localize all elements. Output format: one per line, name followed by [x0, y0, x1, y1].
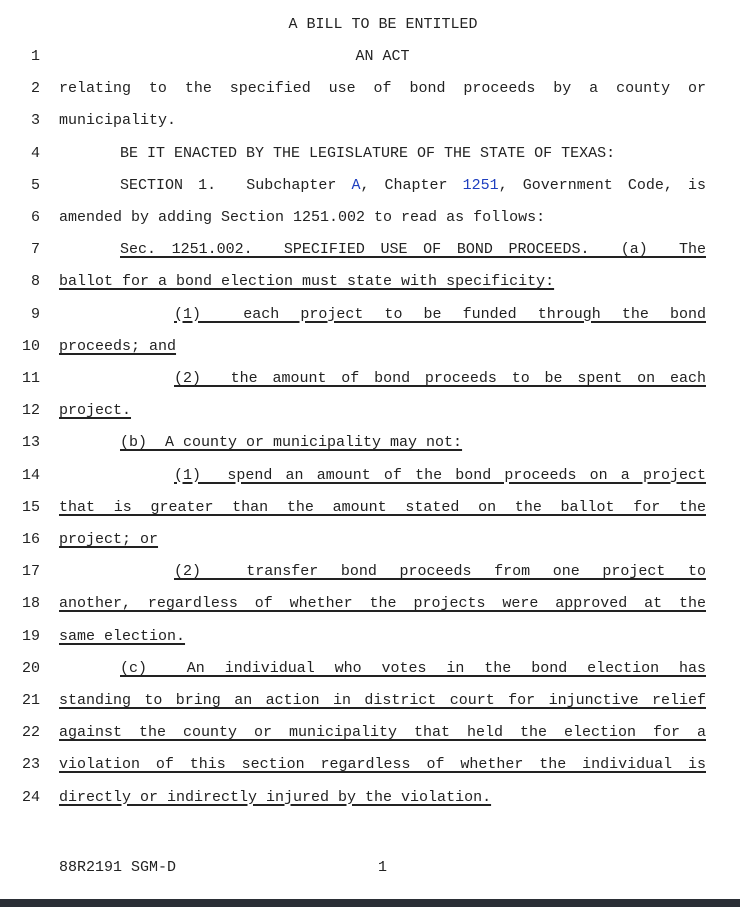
line-number: 21 — [21, 692, 40, 709]
inserted-text: standing to bring an action in district court for injunctive relief — [59, 692, 706, 709]
line-number: 11 — [21, 370, 40, 387]
text-run: , Chapter — [360, 176, 463, 194]
line-number: 20 — [21, 659, 40, 677]
bill-line — [0, 563, 740, 585]
inserted-text: directly or indirectly injured by the violation. — [59, 788, 492, 806]
line-number: 12 — [21, 402, 40, 420]
text-run: amended by adding Section 1251.002 to read as follows: — [59, 209, 546, 226]
line-text — [174, 563, 706, 580]
inserted-text: (1) spend an amount of the bond proceeds on a project — [174, 466, 706, 484]
bill-line — [0, 531, 740, 553]
line-number: 17 — [21, 563, 40, 581]
line-text — [59, 402, 706, 419]
bill-line — [0, 434, 740, 456]
inserted-text: Sec. 1251.002. SPECIFIED USE OF BOND PROCEEDS. (a) The — [120, 241, 706, 259]
bill-line — [0, 370, 740, 392]
line-text — [59, 789, 706, 806]
line-text — [59, 112, 706, 129]
bill-line — [0, 306, 740, 328]
bill-line — [0, 402, 740, 424]
line-number: 1 — [30, 48, 40, 65]
inserted-text: (c) An individual who votes in the bond election has — [120, 659, 706, 677]
bill-line — [0, 467, 740, 489]
line-number: 5 — [30, 176, 40, 194]
bill-line — [0, 724, 740, 746]
inserted-text: project; or — [59, 531, 159, 548]
bill-line — [0, 177, 740, 199]
inserted-text: that is greater than the amount stated on the ballot for the — [59, 498, 706, 516]
bill-line — [0, 628, 740, 650]
line-number: 23 — [21, 756, 40, 774]
bill-line — [0, 273, 740, 295]
text-run: relating to the specified use of bond proceeds by a county or — [59, 80, 706, 98]
bill-line — [0, 660, 740, 682]
line-text — [59, 628, 706, 645]
line-number: 18 — [21, 595, 40, 613]
text-run: SECTION 1. Subchapter — [120, 176, 352, 194]
bill-line — [0, 595, 740, 617]
page-number: 1 — [378, 859, 388, 876]
text-run: , Government Code, is — [498, 176, 707, 194]
line-number: 24 — [21, 788, 40, 806]
code-reference-link[interactable]: A — [351, 176, 361, 194]
line-text — [59, 209, 706, 226]
bill-line — [0, 499, 740, 521]
line-number: 8 — [30, 273, 40, 291]
text-run: BE IT ENACTED BY THE LEGISLATURE OF THE STATE OF TEXAS: — [120, 144, 616, 162]
viewer-bottom-bar — [0, 899, 740, 907]
text-run: AN ACT — [355, 48, 410, 65]
line-text — [174, 370, 706, 387]
bill-header: A BILL TO BE ENTITLED — [288, 16, 478, 33]
line-text — [120, 660, 706, 677]
line-number: 9 — [30, 305, 40, 323]
line-number: 13 — [21, 434, 40, 452]
bill-line — [0, 112, 740, 134]
line-number: 3 — [30, 112, 40, 130]
line-text — [59, 531, 706, 548]
line-text — [59, 80, 706, 97]
line-number: 16 — [21, 531, 40, 548]
line-text — [59, 756, 706, 773]
inserted-text: ballot for a bond election must state with specificity: — [59, 273, 555, 291]
bill-line — [0, 80, 740, 102]
bill-line — [0, 209, 740, 231]
line-text — [59, 338, 706, 355]
bill-line — [0, 241, 740, 263]
line-number: 4 — [30, 144, 40, 162]
line-number: 2 — [30, 80, 40, 98]
text-run: municipality. — [59, 112, 177, 130]
line-number: 15 — [21, 498, 40, 516]
line-number: 19 — [21, 627, 40, 645]
line-text — [59, 273, 706, 290]
line-number: 7 — [30, 241, 40, 259]
line-text — [120, 177, 706, 194]
line-text — [59, 48, 706, 65]
bill-line — [0, 338, 740, 360]
bill-line — [0, 692, 740, 714]
line-text — [59, 692, 706, 709]
inserted-text: (b) A county or municipality may not: — [120, 434, 463, 452]
line-number: 22 — [21, 724, 40, 742]
line-text — [174, 306, 706, 323]
line-text — [120, 434, 706, 451]
inserted-text: project. — [59, 402, 132, 420]
line-number: 14 — [21, 466, 40, 484]
line-text — [59, 499, 706, 516]
line-text — [59, 595, 706, 612]
bill-line — [0, 756, 740, 778]
bill-line — [0, 48, 740, 70]
bill-line — [0, 145, 740, 167]
inserted-text: another, regardless of whether the projects were approved at the — [59, 595, 706, 613]
code-reference-link[interactable]: 1251 — [462, 176, 499, 194]
line-text — [120, 241, 706, 258]
inserted-text: (1) each project to be funded through the bond — [174, 305, 706, 323]
inserted-text: proceeds; and — [59, 337, 177, 355]
inserted-text: (2) transfer bond proceeds from one project to — [174, 563, 706, 581]
line-text — [174, 467, 706, 484]
inserted-text: (2) the amount of bond proceeds to be spent on each — [174, 370, 706, 387]
inserted-text: same election. — [59, 627, 186, 645]
line-number: 10 — [21, 337, 40, 355]
line-number: 6 — [30, 209, 40, 226]
line-text — [120, 145, 706, 162]
inserted-text: violation of this section regardless of whether the individual is — [59, 756, 706, 774]
inserted-text: against the county or municipality that held the election for a — [59, 724, 706, 742]
line-text — [59, 724, 706, 741]
bill-id: 88R2191 SGM-D — [59, 859, 177, 876]
bill-line — [0, 789, 740, 811]
